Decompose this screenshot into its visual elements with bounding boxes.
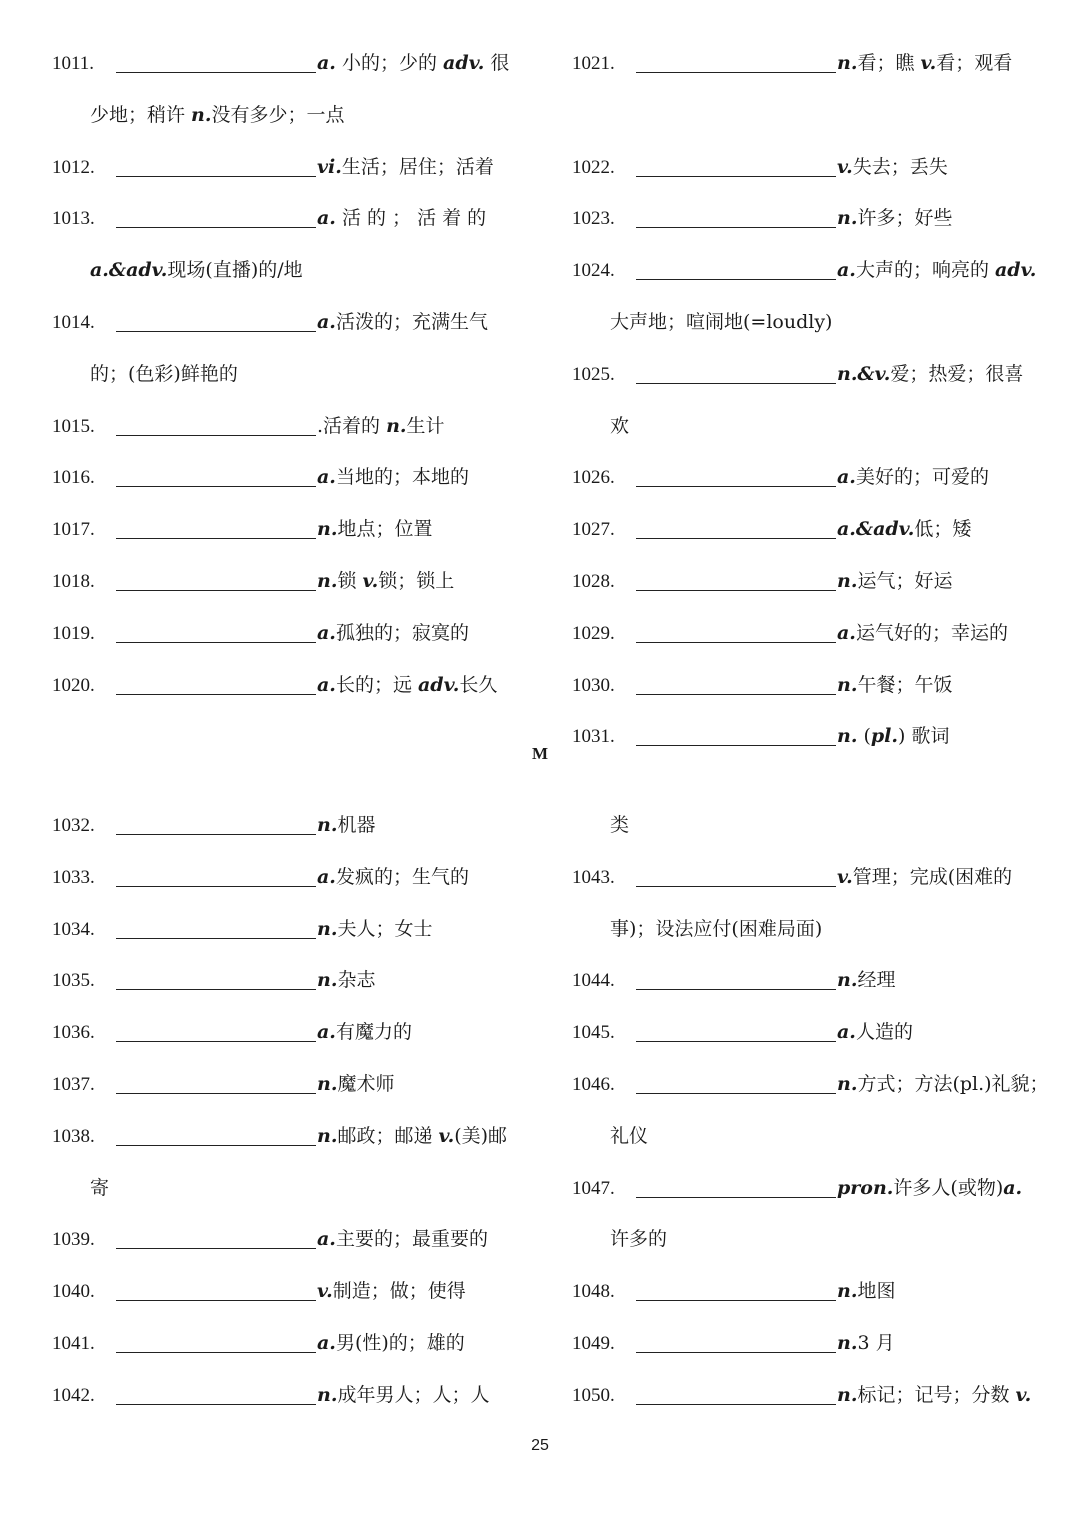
definition [837,466,989,488]
vocab-entry [52,38,532,90]
vocab-entry [52,556,532,608]
definition [317,311,488,333]
answer-blank[interactable] [636,1351,836,1353]
definition-text: 男(性)的；雄的 [335,1331,465,1354]
definition-text: 管理；完成(困难的 [852,865,1013,888]
part-of-speech: pl. [870,725,899,748]
part-of-speech: a. [317,1331,336,1354]
definition-text: 看；观看 [936,52,1013,74]
definition-text: 许多人(或物) [893,1176,1004,1199]
definition-continuation [52,90,532,142]
definition [837,674,952,696]
vocab-entry [52,297,532,349]
part-of-speech: vi. [317,155,342,178]
vocab-entry [572,142,1052,194]
vocab-entry [52,608,532,660]
definition [837,1384,1031,1406]
definition [317,156,494,178]
part-of-speech: a. [317,1228,336,1251]
definition [837,622,1008,644]
definition [317,1228,488,1250]
entry-number: 1024. [572,260,615,282]
part-of-speech: n. [837,1383,858,1406]
definition [837,1073,1049,1095]
entry-number: 1029. [572,622,615,644]
answer-blank[interactable] [636,1040,836,1042]
definition [317,1125,507,1147]
part-of-speech: v. [317,1280,333,1303]
entry-number: 1027. [572,519,615,541]
definition-text: 大声的；响亮的 [855,259,995,282]
definition-text: 生计 [406,414,445,437]
part-of-speech: a.&adv. [837,518,915,541]
definition [610,814,629,836]
definition [90,104,345,126]
part-of-speech: v. [920,52,937,74]
part-of-speech: a. [317,621,336,644]
definition [837,1021,913,1043]
answer-blank[interactable] [636,1299,836,1301]
definition-text: 事)；设法应付(困难局面) [610,917,823,940]
page-number: 25 [531,1437,549,1454]
definition [317,918,432,940]
answer-blank[interactable] [636,1092,836,1094]
vocab-entry [572,1059,1052,1111]
definition [317,814,375,836]
definition [317,415,445,437]
definition [837,1332,895,1354]
entry-number: 1023. [572,208,615,230]
definition-text: 孤独的；寂寞的 [335,621,469,644]
definition [317,570,454,592]
entry-number: 1011. [52,53,95,74]
definition-text: 失去；丢失 [852,155,948,178]
definition-continuation [572,1214,1052,1266]
definition-continuation [52,349,532,401]
definition [317,866,469,888]
definition-continuation [572,401,1052,453]
part-of-speech: n. [837,207,858,230]
entry-number: 1025. [572,363,615,385]
definition [837,259,1036,281]
left-column [52,800,532,1422]
entry-number: 1019. [52,622,95,644]
answer-blank[interactable] [116,693,316,695]
vocab-entry [572,1370,1052,1422]
definition [317,1384,489,1406]
definition-continuation [572,800,1052,852]
entry-number: 1042. [52,1384,95,1406]
entry-number: 1022. [572,156,615,178]
part-of-speech: a. [317,466,336,489]
entry-number: 1015. [52,415,95,437]
vocab-entry [572,349,1052,401]
right-column [572,38,1052,763]
answer-blank[interactable] [116,1351,316,1353]
definition-text: 美好的；可爱的 [855,466,989,489]
definition-text: 少地；稍许 [90,103,192,126]
definition-text: 当地的；本地的 [335,466,469,489]
part-of-speech: n. [837,1072,858,1095]
definition-continuation [572,1111,1052,1163]
definition [837,363,1023,385]
entry-number: 1030. [572,674,615,696]
definition-text: 生活；居住；活着 [341,155,494,178]
answer-blank[interactable] [116,226,316,228]
definition-text: 经理 [857,969,896,992]
part-of-speech: n. [837,1331,858,1354]
definition-text: 大声地；喧闹地(=loudly) [610,310,833,333]
answer-blank[interactable] [116,885,316,887]
definition [90,363,238,385]
entry-number: 1040. [52,1281,95,1303]
entry-number: 1044. [572,970,615,992]
definition-text: 机器 [337,814,376,836]
section-m-entries [0,800,1080,1440]
definition [837,52,1012,74]
definition-text: 地图 [857,1280,896,1303]
definition-text: 成年男人；人；人 [337,1383,490,1406]
definition-continuation [52,1163,532,1215]
part-of-speech: v. [837,155,853,178]
vocab-entry [52,401,532,453]
answer-blank[interactable] [636,885,836,887]
part-of-speech: a. [317,673,336,696]
vocab-entry [52,904,532,956]
answer-blank[interactable] [116,641,316,643]
part-of-speech: n. [837,969,858,992]
part-of-speech: v. [837,865,853,888]
part-of-speech: v. [362,569,379,592]
part-of-speech: n. [317,1124,338,1147]
part-of-speech: v. [1015,1383,1032,1406]
definition [837,156,948,178]
part-of-speech: n. [317,969,338,992]
part-of-speech: adv. [417,673,460,696]
answer-blank[interactable] [636,1403,836,1405]
part-of-speech: a. [837,466,856,489]
vocab-entry [572,955,1052,1007]
definition-text: 锁；锁上 [378,569,455,592]
vocab-entry [52,852,532,904]
definition [610,1125,648,1147]
definition-text: 低；矮 [914,518,972,541]
entry-number: 1021. [572,53,615,74]
entry-number: 1047. [572,1177,615,1199]
entry-number: 1041. [52,1332,95,1354]
answer-blank[interactable] [636,1196,836,1198]
definition-text: 看；瞧 [857,52,921,74]
entry-number: 1031. [572,726,615,748]
entry-number: 1038. [52,1125,95,1147]
definition-text: 活泼的；充满生气 [335,310,488,333]
vocab-entry [52,452,532,504]
answer-blank[interactable] [116,1040,316,1042]
definition [837,866,1012,888]
definition-text: ( [857,725,871,748]
vocab-entry [572,1163,1052,1215]
part-of-speech: a.&adv. [90,259,168,282]
answer-blank[interactable] [116,434,316,436]
answer-blank[interactable] [116,485,316,487]
definition-text: 杂志 [337,969,376,992]
part-of-speech: a. [317,865,336,888]
part-of-speech: n. [317,814,338,836]
definition-text: .活着的 [317,414,387,437]
entry-number: 1018. [52,570,95,592]
part-of-speech: adv. [994,259,1037,282]
definition-text: 礼仪 [610,1124,649,1147]
spacer-line [572,90,1052,142]
part-of-speech: n. [837,569,858,592]
part-of-speech: n. [317,1072,338,1095]
entry-number: 1035. [52,970,95,992]
vocab-entry [52,1111,532,1163]
vocab-entry [52,1318,532,1370]
definition-text: 小的；少的 [335,52,444,74]
definition-text: 魔术师 [337,1072,395,1095]
definition-text: (美)邮 [454,1124,508,1147]
answer-blank[interactable] [636,988,836,990]
definition-text: 活 的 ； 活 着 的 [335,207,487,230]
definition-text: 寄 [90,1176,110,1199]
answer-blank[interactable] [116,1299,316,1301]
part-of-speech: n. [837,725,858,748]
definition-text: 运气；好运 [857,569,953,592]
part-of-speech: a. [317,207,336,230]
part-of-speech: n. [317,518,338,541]
definition-text: 发疯的；生气的 [335,865,469,888]
vocab-entry [52,193,532,245]
entry-number: 1014. [52,311,95,333]
part-of-speech: a. [837,621,856,644]
answer-blank[interactable] [116,1403,316,1405]
vocab-entry [572,1007,1052,1059]
definition [837,1280,895,1302]
definition [317,1021,412,1043]
entry-number: 1016. [52,467,95,489]
part-of-speech: n. [386,414,407,437]
part-of-speech: n.&v. [837,362,891,385]
entry-number: 1017. [52,519,95,541]
definition [317,1073,394,1095]
vocab-entry [52,1266,532,1318]
definition-text: 有魔力的 [335,1021,412,1044]
vocab-entry [52,142,532,194]
part-of-speech: a. [317,52,336,74]
entry-number: 1013. [52,208,95,230]
vocab-entry [572,504,1052,556]
definition-text: 的；(色彩)鲜艳的 [90,362,238,385]
definition-continuation [52,245,532,297]
vocab-entry [572,852,1052,904]
definition-text: 长的；远 [335,673,418,696]
part-of-speech: n. [837,52,858,74]
entry-number: 1026. [572,467,615,489]
entry-number: 1032. [52,815,95,836]
entry-number: 1028. [572,570,615,592]
definition-continuation [572,904,1052,956]
entry-number: 1043. [572,866,615,888]
definition-text: 制造；做；使得 [332,1280,466,1303]
vocab-entry [52,660,532,712]
vocab-entry [52,955,532,1007]
vocab-entry [52,1007,532,1059]
part-of-speech: v. [438,1124,455,1147]
definition [837,969,895,991]
vocab-entry [52,504,532,556]
part-of-speech: pron. [837,1176,894,1199]
answer-blank[interactable] [636,589,836,591]
definition-text: 夫人；女士 [337,917,433,940]
part-of-speech: a. [317,310,336,333]
part-of-speech: a. [837,259,856,282]
definition [610,1228,667,1250]
definition [317,466,469,488]
entry-number: 1020. [52,674,95,696]
answer-blank[interactable] [116,833,316,835]
definition-text: 人造的 [855,1021,913,1044]
vocab-entry [52,1214,532,1266]
answer-blank[interactable] [636,537,836,539]
definition [317,1280,466,1302]
definition-text: 主要的；最重要的 [335,1228,488,1251]
definition [837,518,971,540]
definition-text: 运气好的；幸运的 [855,621,1008,644]
answer-blank[interactable] [116,589,316,591]
answer-blank[interactable] [636,641,836,643]
vocab-entry [572,245,1052,297]
section-l-entries [0,38,1080,748]
definition [90,259,303,281]
entry-number: 1036. [52,1022,95,1044]
vocab-entry [572,660,1052,712]
definition-text: 长久 [459,673,498,696]
answer-blank[interactable] [116,1144,316,1146]
vocab-entry [572,1318,1052,1370]
definition-text: 方式；方法(pl.)礼貌； [857,1072,1049,1095]
vocab-entry [572,1266,1052,1318]
section-heading-m: M [531,744,549,763]
answer-blank[interactable] [636,485,836,487]
definition-text: 3 月 [857,1331,895,1354]
part-of-speech: n. [317,1383,338,1406]
vocab-entry [52,1059,532,1111]
definition [90,1177,109,1199]
vocab-entry [52,1370,532,1422]
answer-blank[interactable] [116,71,316,73]
definition-text: 锁 [337,569,363,592]
answer-blank[interactable] [116,537,316,539]
answer-blank[interactable] [116,937,316,939]
entry-number: 1039. [52,1229,95,1251]
entry-number: 1049. [572,1332,615,1354]
vocab-entry [572,452,1052,504]
part-of-speech: a. [1003,1176,1023,1199]
definition-continuation [572,297,1052,349]
definition-text: 标记；记号；分数 [857,1383,1016,1406]
definition-text: 欢 [610,414,630,437]
answer-blank[interactable] [116,330,316,332]
answer-blank[interactable] [116,1247,316,1249]
definition-text: 爱；热爱；很喜 [890,362,1024,385]
definition-text: 许多的 [610,1228,668,1251]
definition-text: 很 [484,52,510,74]
definition [317,52,509,74]
answer-blank[interactable] [116,175,316,177]
part-of-speech: n. [191,103,212,126]
definition [610,415,629,437]
definition-text: 许多；好些 [857,207,953,230]
answer-blank[interactable] [636,226,836,228]
answer-blank[interactable] [116,988,316,990]
entry-number: 1012. [52,156,95,178]
definition [837,1177,1022,1199]
entry-number: 1045. [572,1022,615,1044]
definition-text: 地点；位置 [337,518,433,541]
definition-text: 现场(直播)的/地 [167,259,303,282]
part-of-speech: n. [837,1280,858,1303]
answer-blank[interactable] [636,71,836,73]
definition [317,622,469,644]
part-of-speech: a. [317,1021,336,1044]
definition-text: 邮政；邮递 [337,1124,439,1147]
vocab-entry [572,556,1052,608]
vocab-entry [52,800,532,852]
definition [317,674,497,696]
definition [317,518,432,540]
entry-number: 1034. [52,918,95,940]
entry-number: 1046. [572,1073,615,1095]
part-of-speech: n. [317,569,338,592]
answer-blank[interactable] [636,382,836,384]
vocab-entry [572,193,1052,245]
part-of-speech: n. [837,673,858,696]
entry-number: 1050. [572,1384,615,1406]
definition [317,207,486,229]
right-column [572,800,1052,1422]
part-of-speech: a. [837,1021,856,1044]
answer-blank[interactable] [636,278,836,280]
definition [610,918,822,940]
definition-text: 没有多少；一点 [211,103,345,126]
answer-blank[interactable] [636,175,836,177]
answer-blank[interactable] [116,1092,316,1094]
vocab-entry [572,608,1052,660]
entry-number: 1033. [52,866,95,888]
vocab-entry [572,38,1052,90]
definition [837,570,952,592]
entry-number: 1048. [572,1281,615,1303]
definition [317,1332,465,1354]
answer-blank[interactable] [636,693,836,695]
definition-text: 午餐；午饭 [857,673,953,696]
part-of-speech: n. [317,917,338,940]
definition-text: 类 [610,814,630,836]
entry-number: 1037. [52,1073,95,1095]
left-column [52,38,532,711]
definition [837,207,952,229]
definition [317,969,375,991]
definition [610,311,832,333]
definition-text: ) 歌词 [898,725,950,748]
part-of-speech: adv. [443,52,485,74]
